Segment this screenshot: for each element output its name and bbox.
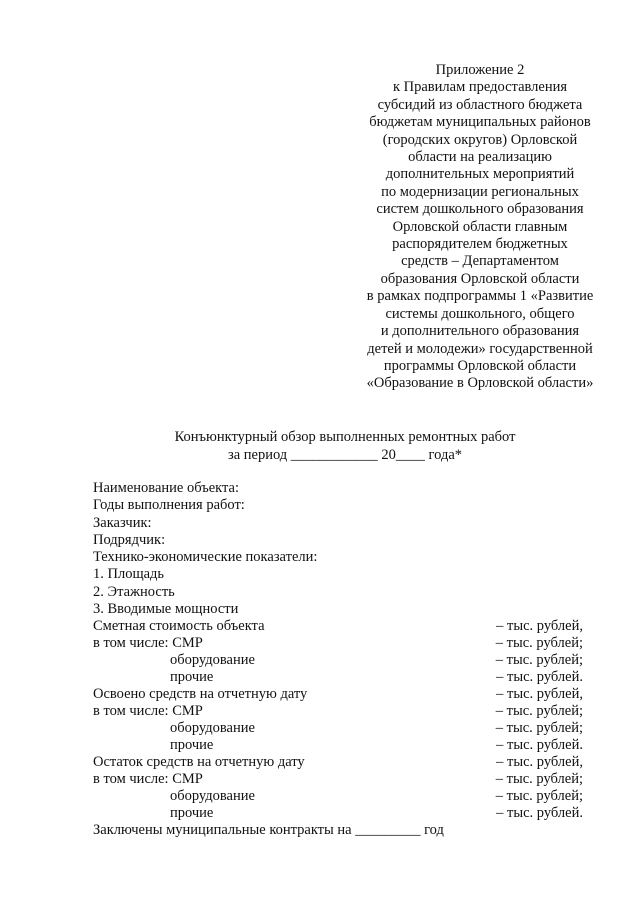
remaining-other-row bbox=[93, 805, 593, 822]
row-label: в том числе: СМР bbox=[93, 635, 203, 652]
appendix-line: дополнительных мероприятий bbox=[385, 166, 575, 183]
remaining-smr-row bbox=[93, 771, 593, 788]
estimate-smr-row bbox=[93, 635, 593, 652]
title-line-1: Конъюнктурный обзор выполненных ремонтных работ bbox=[174, 429, 516, 445]
indicators-label: Технико-экономические показатели: bbox=[93, 549, 318, 566]
appendix-line: Орловской области главным bbox=[392, 218, 568, 235]
appendix-line: образования Орловской области bbox=[380, 270, 580, 287]
appendix-line: Приложение 2 bbox=[435, 62, 525, 78]
appendix-line: средств – Департаментом bbox=[401, 253, 559, 270]
appendix-line: по модернизации региональных bbox=[381, 183, 579, 200]
row-value: – тыс. рублей; bbox=[495, 771, 583, 788]
spent-other-row bbox=[93, 737, 593, 754]
appendix-line: системы дошкольного, общего bbox=[385, 305, 575, 322]
spent-smr-row bbox=[93, 703, 593, 720]
appendix-line: детей и молодежи» государственной bbox=[367, 340, 593, 357]
spent-equipment-row bbox=[93, 720, 593, 737]
contracts-line: Заключены муниципальные контракты на _________ год bbox=[93, 822, 444, 839]
row-label: Освоено средств на отчетную дату bbox=[93, 686, 308, 703]
row-label: прочие bbox=[170, 737, 214, 754]
remaining-row bbox=[93, 754, 593, 771]
row-value: – тыс. рублей; bbox=[495, 635, 583, 652]
row-value: – тыс. рублей. bbox=[496, 737, 583, 754]
appendix-line: (городских округов) Орловской bbox=[382, 131, 578, 148]
row-value: – тыс. рублей; bbox=[495, 703, 583, 720]
estimate-equipment-row bbox=[93, 652, 593, 669]
row-value: – тыс. рублей, bbox=[496, 618, 583, 635]
row-label: оборудование bbox=[170, 720, 255, 737]
contractor-label: Подрядчик: bbox=[93, 531, 166, 548]
appendix-line: систем дошкольного образования bbox=[376, 201, 584, 218]
appendix-line: бюджетам муниципальных районов bbox=[369, 114, 591, 131]
row-label: Остаток средств на отчетную дату bbox=[93, 754, 305, 771]
work-years-label: Годы выполнения работ: bbox=[93, 497, 245, 514]
row-value: – тыс. рублей; bbox=[495, 720, 583, 737]
customer-label: Заказчик: bbox=[93, 514, 152, 531]
row-label: Сметная стоимость объекта bbox=[93, 618, 265, 635]
estimate-other-row bbox=[93, 669, 593, 686]
row-value: – тыс. рублей, bbox=[496, 686, 583, 703]
area-label: 1. Площадь bbox=[93, 566, 165, 583]
document-title bbox=[90, 428, 600, 464]
estimate-row bbox=[93, 618, 593, 635]
row-label: в том числе: СМР bbox=[93, 703, 203, 720]
appendix-line: распорядителем бюджетных bbox=[392, 236, 568, 253]
row-value: – тыс. рублей; bbox=[495, 788, 583, 805]
appendix-line: к Правилам предоставления bbox=[392, 79, 568, 96]
row-value: – тыс. рублей. bbox=[496, 805, 583, 822]
row-label: оборудование bbox=[170, 788, 255, 805]
appendix-line: «Образование в Орловской области» bbox=[366, 375, 594, 392]
appendix-line: области на реализацию bbox=[408, 149, 552, 166]
spent-row bbox=[93, 686, 593, 703]
form-body bbox=[93, 480, 593, 840]
row-value: – тыс. рублей. bbox=[496, 669, 583, 686]
floors-label: 2. Этажность bbox=[93, 583, 175, 600]
object-name-label: Наименование объекта: bbox=[93, 480, 239, 496]
row-value: – тыс. рублей, bbox=[496, 754, 583, 771]
row-label: оборудование bbox=[170, 652, 255, 669]
appendix-block bbox=[330, 62, 630, 393]
row-value: – тыс. рублей; bbox=[495, 652, 583, 669]
appendix-line: в рамках подпрограммы 1 «Развитие bbox=[366, 288, 594, 305]
remaining-equipment-row bbox=[93, 788, 593, 805]
appendix-line: программы Орловской области bbox=[383, 357, 577, 374]
capacity-label: 3. Вводимые мощности bbox=[93, 601, 239, 618]
appendix-line: и дополнительного образования bbox=[380, 323, 580, 340]
row-label: в том числе: СМР bbox=[93, 771, 203, 788]
row-label: прочие bbox=[170, 669, 214, 686]
title-line-2: за период ____________ 20____ года* bbox=[227, 447, 463, 463]
appendix-line: субсидий из областного бюджета bbox=[377, 96, 583, 113]
row-label: прочие bbox=[170, 805, 214, 822]
